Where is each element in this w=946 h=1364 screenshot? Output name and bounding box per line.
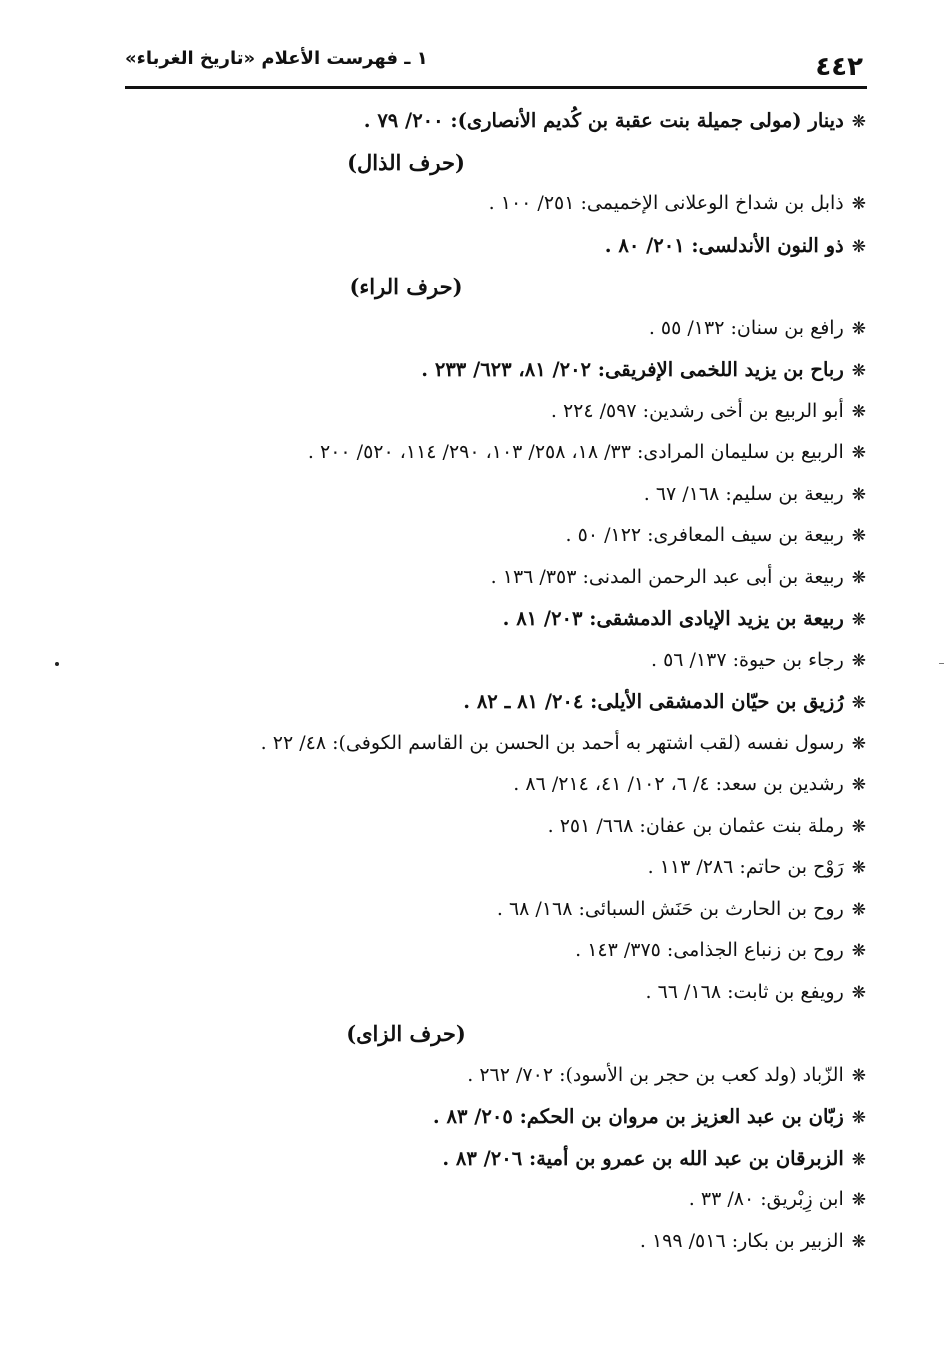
index-entry <box>146 806 866 848</box>
index-entry <box>146 930 866 972</box>
asterism-bullet-icon: ❋ <box>851 858 866 878</box>
asterism-bullet-icon: ❋ <box>851 610 866 630</box>
index-entry <box>146 1179 866 1221</box>
index-entry <box>146 432 866 474</box>
asterism-bullet-icon: ❋ <box>851 775 866 795</box>
asterism-bullet-icon: ❋ <box>851 816 866 837</box>
asterism-bullet-icon: ❋ <box>851 484 866 505</box>
entry-text: الربيع بن سليمان المرادى: ٣٣/ ١٨، ٢٥٨/ ١٠٣، ٢٩٠/ ١١٤، ٥٢٠/ ٢٠٠ . <box>307 441 844 463</box>
asterism-bullet-icon: ❋ <box>851 733 866 754</box>
index-entry <box>146 225 866 267</box>
asterism-bullet-icon: ❋ <box>851 443 866 463</box>
asterism-bullet-icon: ❋ <box>851 1231 866 1252</box>
entry-text: رشدين بن سعد: ٤/ ٦، ١٠٢/ ٤١، ٢١٤/ ٨٦ . <box>513 773 844 795</box>
index-entries <box>146 100 866 1262</box>
entry-text: ابن زِبْريق: ٨٠/ ٣٣ . <box>688 1188 844 1210</box>
entry-text: روح بن زنباع الجذامى: ٣٧٥/ ١٤٣ . <box>575 939 844 961</box>
entry-text: الزبرقان بن عبد الله بن عمرو بن أمية: ٢٠٦/ ٨٣ . <box>442 1146 844 1170</box>
entry-text: أبو الربيع بن أخى رشدين: ٥٩٧/ ٢٢٤ . <box>550 399 844 422</box>
section-heading-text: (حرف الذال) <box>347 149 465 175</box>
entry-text: رُزيق بن حيّان الدمشقى الأيلى: ٢٠٤/ ٨١ ـ ٨٢ . <box>463 690 844 713</box>
asterism-bullet-icon: ❋ <box>851 899 866 920</box>
index-entry <box>146 1055 866 1097</box>
index-entry <box>146 1221 866 1263</box>
index-entry <box>146 764 866 806</box>
entry-text: ربيعة بن يزيد الإيادى الدمشقى: ٢٠٣/ ٨١ . <box>502 607 844 630</box>
index-entry <box>146 723 866 765</box>
section-heading <box>146 142 866 184</box>
asterism-bullet-icon: ❋ <box>851 236 866 257</box>
asterism-bullet-icon: ❋ <box>851 401 866 422</box>
index-entry <box>146 100 866 142</box>
entry-text: ربيعة بن سيف المعافرى: ١٢٢/ ٥٠ . <box>565 524 844 546</box>
asterism-bullet-icon: ❋ <box>851 1108 866 1128</box>
index-entry <box>146 640 866 682</box>
asterism-bullet-icon: ❋ <box>851 1065 866 1086</box>
asterism-bullet-icon: ❋ <box>851 112 866 132</box>
asterism-bullet-icon: ❋ <box>851 318 866 339</box>
section-heading-text: (حرف الراء) <box>349 274 463 299</box>
entry-text: رباح بن يزيد اللخمى الإفريقى: ٢٠٢/ ٨١، ٦٢٣/ ٢٣٣ . <box>421 358 844 381</box>
index-entry <box>146 308 866 350</box>
entry-text: الزّباد (ولد كعب بن حجر بن الأسود): ٧٠٢/ ٢٦٢ . <box>467 1063 844 1086</box>
header-rule <box>125 86 867 89</box>
index-entry <box>146 681 866 723</box>
entry-text: الزبير بن بكار: ٥١٦/ ١٩٩ . <box>639 1229 844 1252</box>
entry-text: زبّان بن عبد العزيز بن مروان بن الحكم: ٢٠٥/ ٨٣ . <box>432 1105 844 1128</box>
index-entry <box>146 1138 866 1180</box>
running-title: ١ ـ فهرست الأعلام «تاريخ الغرباء» <box>125 48 428 69</box>
asterism-bullet-icon: ❋ <box>851 982 866 1003</box>
asterism-bullet-icon: ❋ <box>851 1190 866 1210</box>
index-entry <box>146 847 866 889</box>
section-heading-text: (حرف الزاى) <box>346 1021 466 1046</box>
entry-text: رَوْح بن حاتم: ٢٨٦/ ١١٣ . <box>647 856 844 878</box>
asterism-bullet-icon: ❋ <box>851 567 866 588</box>
section-heading <box>146 266 866 308</box>
entry-text: رويفع بن ثابت: ١٦٨/ ٦٦ . <box>645 980 844 1003</box>
asterism-bullet-icon: ❋ <box>851 693 866 713</box>
asterism-bullet-icon: ❋ <box>851 941 866 961</box>
index-entry <box>146 474 866 516</box>
entry-text: رملة بنت عثمان بن عفان: ٦٦٨/ ٢٥١ . <box>547 814 844 837</box>
section-heading <box>146 1013 866 1055</box>
index-entry <box>146 183 866 225</box>
page-header <box>125 46 863 86</box>
asterism-bullet-icon: ❋ <box>851 194 866 214</box>
asterism-bullet-icon: ❋ <box>851 526 866 546</box>
entry-text: روح بن الحارث بن حَنَش السبائى: ١٦٨/ ٦٨ . <box>496 897 844 920</box>
index-entry <box>146 598 866 640</box>
scan-speck <box>55 662 59 666</box>
entry-text: رافع بن سنان: ١٣٢/ ٥٥ . <box>648 316 844 339</box>
index-entry <box>146 972 866 1014</box>
entry-text: ربيعة بن أبى عبد الرحمن المدنى: ٣٥٣/ ١٣٦ . <box>490 565 844 588</box>
entry-text: ذابل بن شداخ الوعلانى الإخميمى: ٢٥١/ ١٠٠ . <box>488 192 844 214</box>
scan-mark <box>939 663 944 664</box>
entry-text: دينار (مولى جميلة بنت عقبة بن كُديم الأنصارى): ٢٠٠/ ٧٩ . <box>363 109 844 132</box>
entry-text: رجاء بن حيوة: ١٣٧/ ٥٦ . <box>650 648 844 671</box>
page-number: ٤٤٢ <box>815 52 863 82</box>
asterism-bullet-icon: ❋ <box>851 361 866 381</box>
entry-text: ربيعة بن سليم: ١٦٨/ ٦٧ . <box>643 482 844 505</box>
index-entry <box>146 557 866 599</box>
entry-text: ذو النون الأندلسى: ٢٠١/ ٨٠ . <box>604 233 844 257</box>
asterism-bullet-icon: ❋ <box>851 1149 866 1170</box>
index-entry <box>146 391 866 433</box>
asterism-bullet-icon: ❋ <box>851 650 866 671</box>
index-entry <box>146 889 866 931</box>
index-entry <box>146 349 866 391</box>
entry-text: رسول نفسه (لقب اشتهر به أحمد بن الحسن بن القاسم الكوفى): ٤٨/ ٢٢ . <box>260 731 844 754</box>
index-entry <box>146 515 866 557</box>
index-entry <box>146 1096 866 1138</box>
